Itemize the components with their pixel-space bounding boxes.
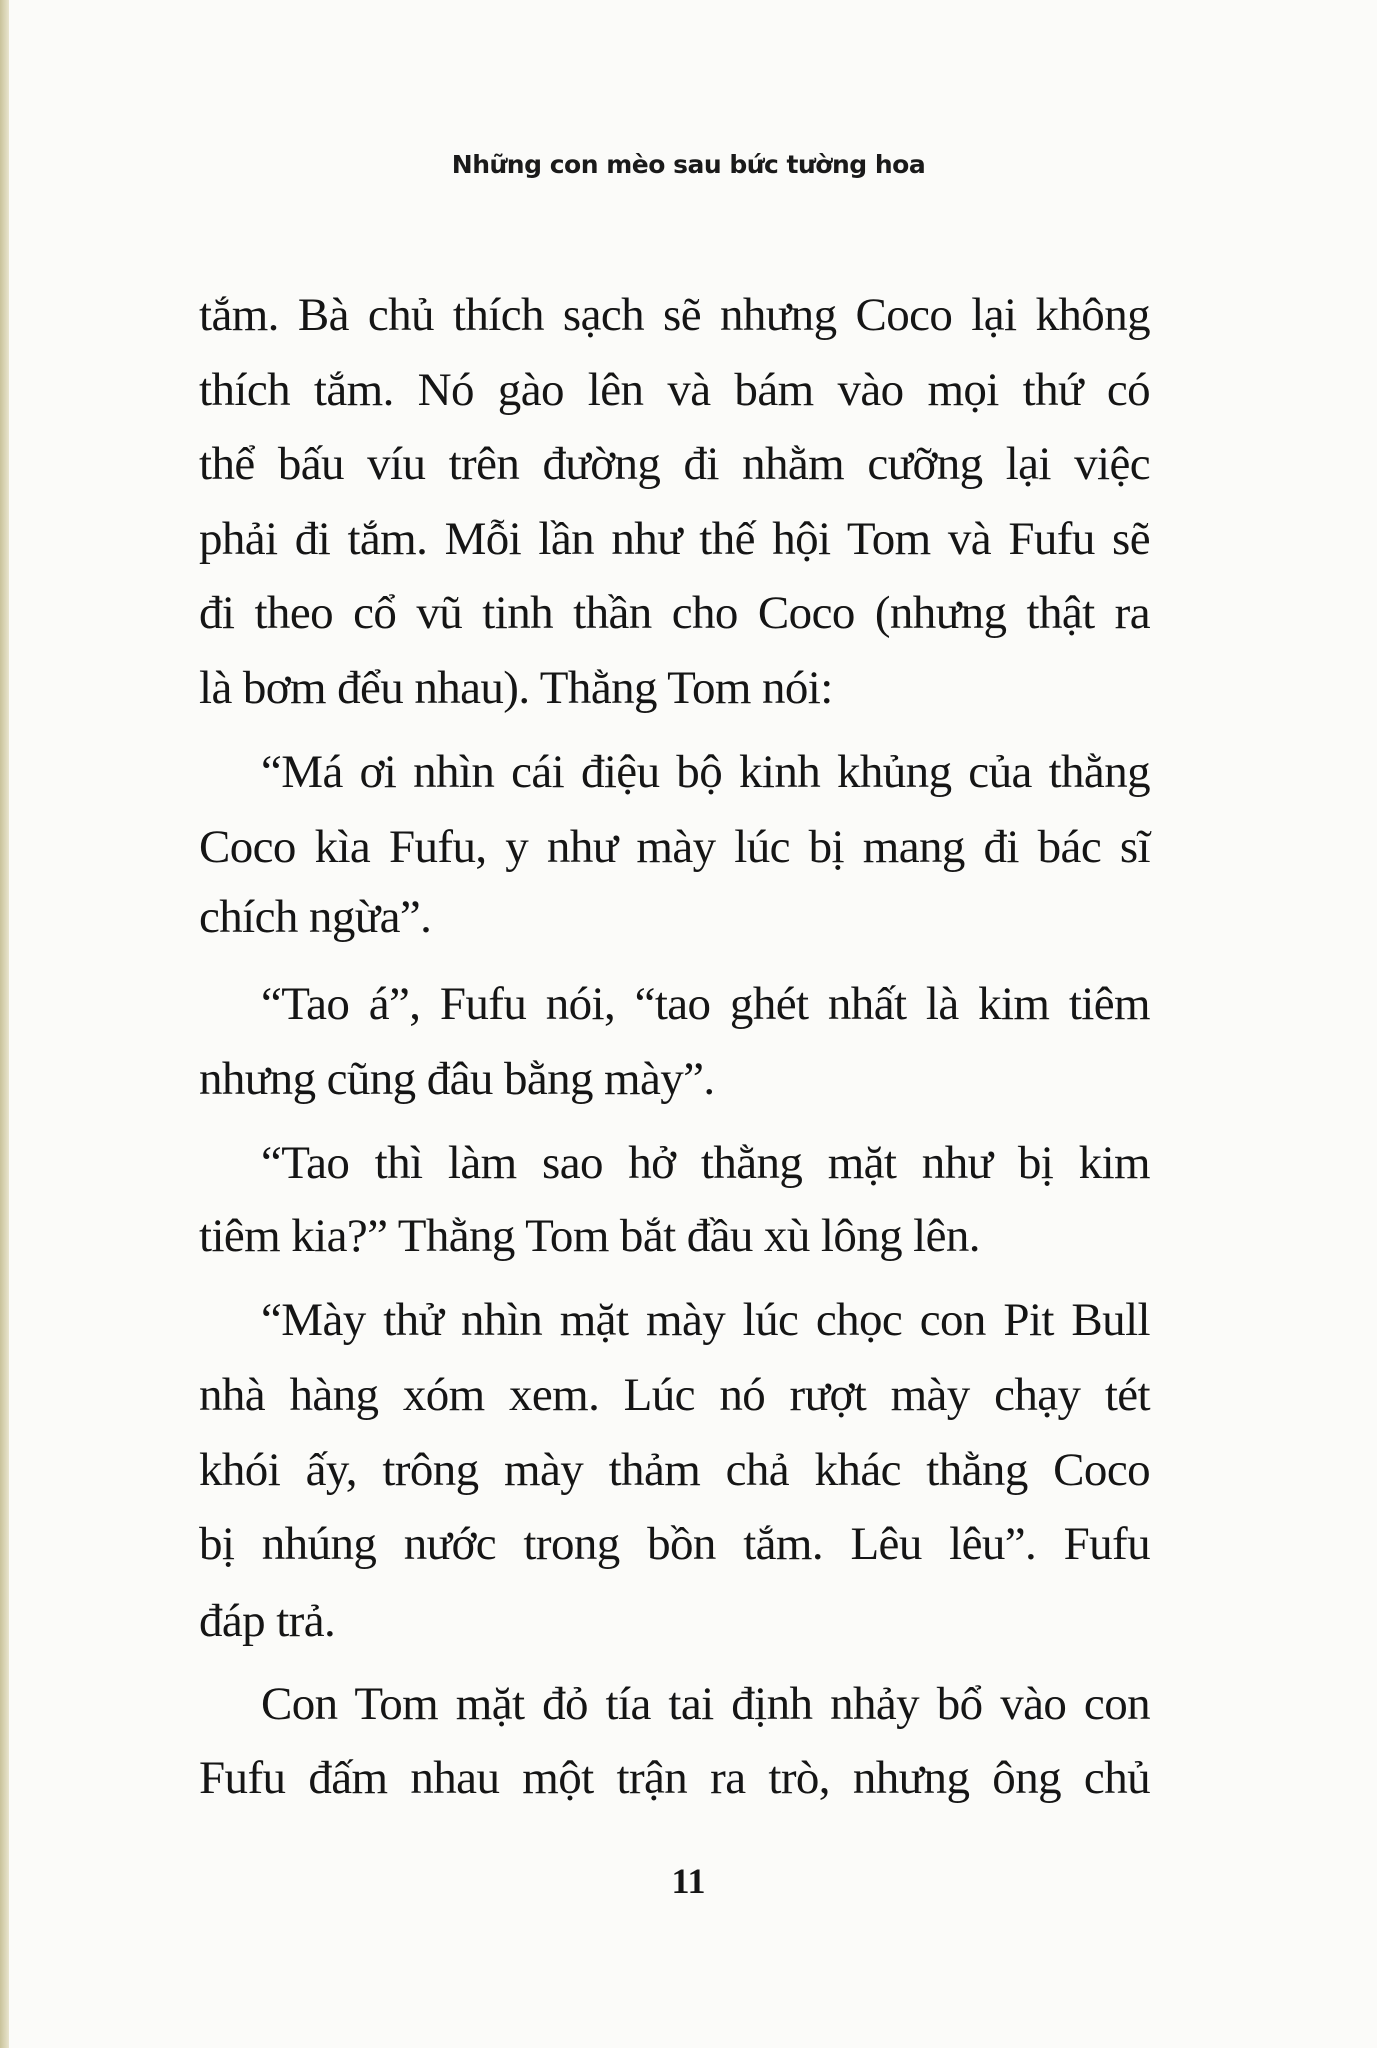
text-line: thể bấu víu trên đường đi nhằm cưỡng lại việc	[199, 438, 1150, 490]
text-line: là bơm đểu nhau). Thằng Tom nói:	[199, 662, 833, 714]
text-line: “Mày thử nhìn mặt mày lúc chọc con Pit Bull	[261, 1294, 1150, 1346]
text-line: Fufu đấm nhau một trận ra trò, nhưng ông chủ	[199, 1752, 1150, 1804]
text-line: phải đi tắm. Mỗi lần như thế hội Tom và Fufu sẽ	[199, 513, 1150, 565]
text-line: khói ấy, trông mày thảm chả khác thằng Coco	[199, 1444, 1150, 1496]
text-line: thích tắm. Nó gào lên và bám vào mọi thứ có	[199, 364, 1150, 416]
text-line: “Tao thì làm sao hở thằng mặt như bị kim	[261, 1137, 1150, 1189]
text-line: Con Tom mặt đỏ tía tai định nhảy bổ vào con	[261, 1678, 1150, 1730]
running-header: Những con mèo sau bức tường hoa	[451, 150, 926, 179]
text-line: nhà hàng xóm xem. Lúc nó rượt mày chạy tét	[199, 1369, 1150, 1421]
text-line: chích ngừa”.	[199, 891, 432, 943]
text-line: đi theo cổ vũ tinh thần cho Coco (nhưng thật ra	[199, 587, 1150, 639]
text-line: “Má ơi nhìn cái điệu bộ kinh khủng của thằng	[261, 746, 1150, 798]
text-line: tiêm kia?” Thằng Tom bắt đầu xù lông lên.	[199, 1210, 980, 1262]
text-line: Coco kìa Fufu, y như mày lúc bị mang đi bác sĩ	[199, 821, 1150, 873]
book-spine-edge	[0, 0, 9, 2048]
text-line: tắm. Bà chủ thích sạch sẽ nhưng Coco lại không	[199, 289, 1150, 341]
page-number: 11	[671, 1861, 706, 1901]
text-line: “Tao á”, Fufu nói, “tao ghét nhất là kim tiêm	[261, 978, 1150, 1030]
text-line: bị nhúng nước trong bồn tắm. Lêu lêu”. Fufu	[199, 1518, 1150, 1570]
text-line: nhưng cũng đâu bằng mày”.	[199, 1053, 715, 1105]
text-line: đáp trả.	[199, 1595, 336, 1647]
